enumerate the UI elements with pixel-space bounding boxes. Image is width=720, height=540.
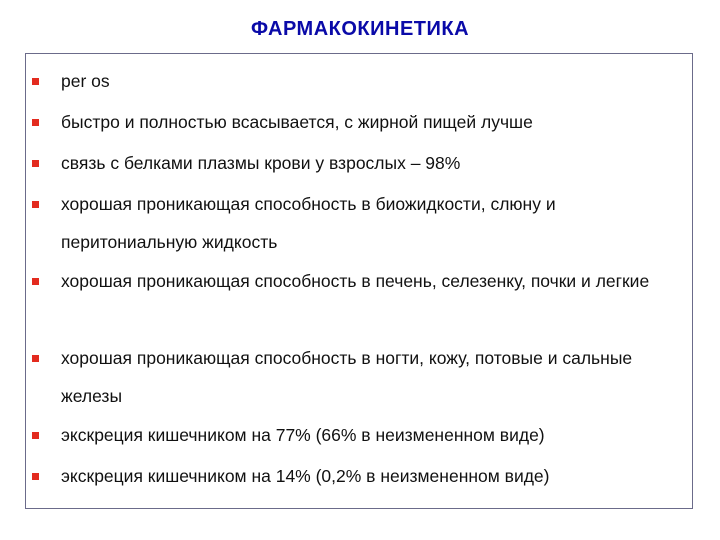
square-bullet-icon <box>32 119 39 126</box>
square-bullet-icon <box>32 473 39 480</box>
square-bullet-icon <box>32 78 39 85</box>
content-box <box>25 53 693 509</box>
bullet-text: per os <box>61 71 110 91</box>
bullet-text: экскреция кишечником на 14% (0,2% в неизмененном виде) <box>61 466 550 486</box>
square-bullet-icon <box>32 278 39 285</box>
bullet-text: экскреция кишечником на 77% (66% в неизмененном виде) <box>61 425 545 445</box>
square-bullet-icon <box>32 355 39 362</box>
bullet-text: хорошая проникающая способность в ногти, кожу, потовые и сальные железы <box>61 348 633 406</box>
square-bullet-icon <box>32 432 39 439</box>
square-bullet-icon <box>32 160 39 167</box>
bullet-text: быстро и полностью всасывается, с жирной пищей лучше <box>61 112 533 132</box>
square-bullet-icon <box>32 201 39 208</box>
slide-title: ФАРМАКОКИНЕТИКА <box>250 18 470 40</box>
bullet-text: хорошая проникающая способность в биожидкости, слюну и перитониальную жидкость <box>61 194 556 252</box>
bullet-text: хорошая проникающая способность в печень, селезенку, почки и легкие <box>61 271 650 291</box>
bullet-text: связь с белками плазмы крови у взрослых – 98% <box>61 153 461 173</box>
